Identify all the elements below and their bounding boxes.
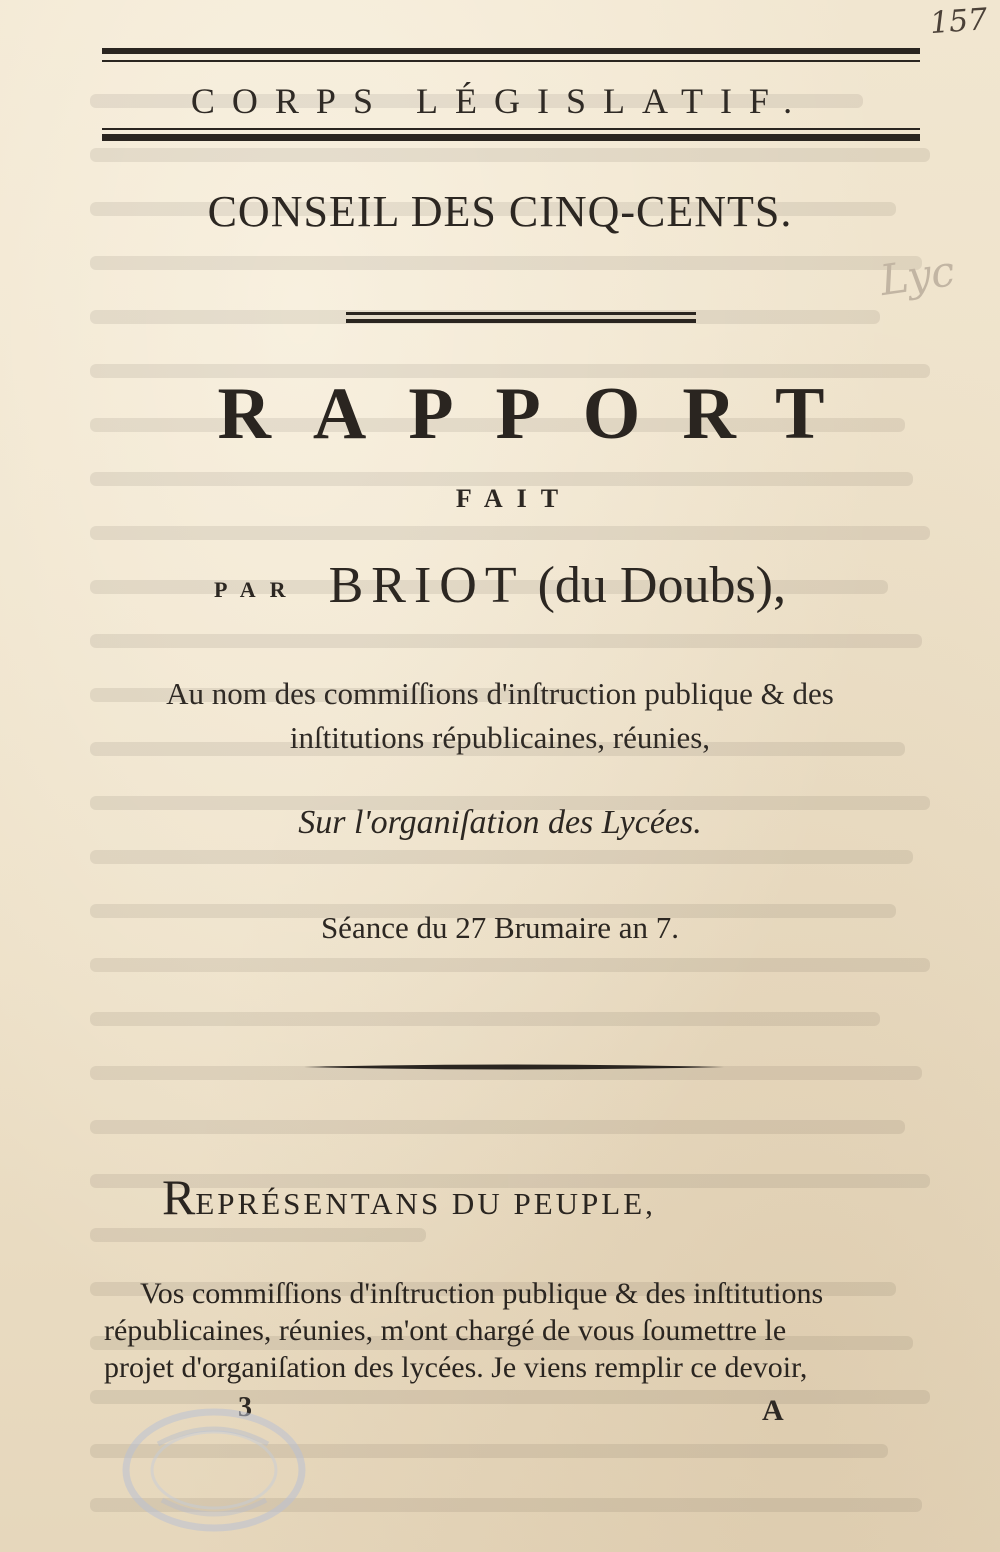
signature-letter: A [762, 1394, 784, 1427]
short-rule-top [346, 312, 696, 315]
mid-rule-thick [102, 134, 920, 141]
corps-legislatif-heading: CORPS LÉGISLATIF. [190, 81, 810, 121]
salutation [162, 1168, 922, 1226]
top-rule-thin [102, 60, 920, 62]
commissions-line-2: inſtitutions républicaines, réunies, [289, 720, 711, 755]
author-line [0, 556, 1000, 615]
folio-number: 157 [928, 2, 989, 42]
session-date: Séance du 27 Brumaire an 7. [320, 910, 680, 945]
salutation-initial: R [162, 1169, 196, 1225]
margin-note: Lyc [877, 246, 958, 306]
body-line-2: républicaines, réunies, m'ont chargé de vous ſoumettre le [104, 1314, 787, 1347]
conseil-heading: CONSEIL DES CINQ-CENTS. [207, 187, 793, 236]
tapered-rule-shape [304, 1063, 724, 1071]
stamp-drawing [118, 1404, 310, 1536]
body-paragraph [104, 1275, 940, 1386]
subject-line: Sur l'organiſation des Lycées. [298, 804, 702, 841]
bleed-through-texture [90, 80, 930, 1180]
library-stamp-icon [118, 1404, 310, 1536]
author-suffix: (du Doubs), [537, 557, 786, 614]
body-line-1-text: Vos commiſſions d'inſtruction publique & des inſtitutions [140, 1277, 824, 1310]
par-label: PAR [213, 577, 300, 603]
author-name: BRIOT [328, 557, 525, 614]
commissions-line-1: Au nom des commiſſions d'inſtruction publique & des [166, 676, 834, 711]
salutation-rest: EPRÉSENTANS DU PEUPLE, [195, 1186, 656, 1221]
mid-rule-thin [102, 128, 920, 130]
fait-label: FAIT [455, 484, 573, 513]
body-line-3: projet d'organiſation des lycées. Je viens remplir ce devoir, [104, 1351, 808, 1384]
body-line-1 [104, 1275, 940, 1312]
short-rule-bottom [346, 319, 696, 323]
signature-number: 3 [238, 1392, 252, 1423]
tapered-rule [304, 1058, 724, 1066]
top-rule-thick [102, 48, 920, 54]
commissions-text [0, 672, 1000, 760]
rapport-title: RAPPORT [217, 373, 867, 455]
